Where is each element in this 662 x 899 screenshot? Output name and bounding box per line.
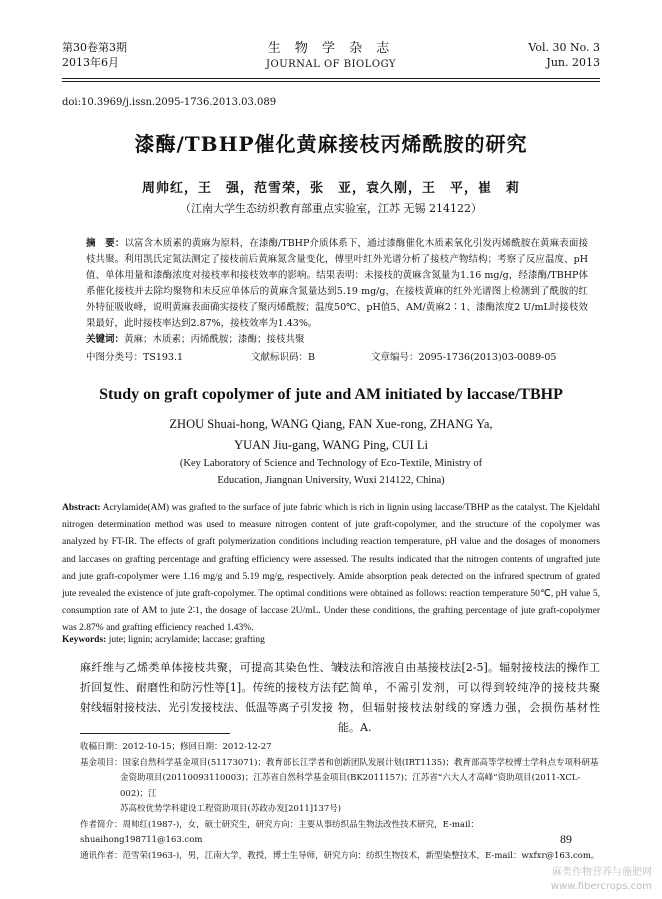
keywords-en-label: Keywords: (62, 635, 107, 645)
date-en: Jun. 2013 (546, 56, 600, 69)
journal-name-cn: 生 物 学 杂 志 (267, 41, 395, 56)
affiliation-cn: （江南大学生态纺织教育部重点实验室，江苏 无锡 214122） (180, 202, 482, 215)
header-rule-thin (62, 81, 600, 82)
watermark (551, 866, 652, 894)
title-en: Study on graft copolymer of jute and AM initiated by laccase/TBHP (99, 386, 563, 403)
keywords-cn-label: 关键词： (86, 334, 125, 345)
fund-line: 基金项目：国家自然科学基金项目(51173071)；教育部长江学者和创新团队发展计划(IRT1135)；教育部高等学校博士学科点专项科研基 (80, 757, 599, 768)
body-column-left: 麻纤维与乙烯类单体接枝共聚，可提高其染色性、皱折回复性、耐磨性和防污性等[1]。传统的接枝方法有射线辐射接枝法、光引发接枝法、低温等离子引发接 (80, 661, 342, 714)
authors-en-line: ZHOU Shuai-hong, WANG Qiang, FAN Xue-rong, ZHANG Ya, (169, 417, 493, 431)
footnotes (80, 740, 600, 864)
author-bio: 作者简介：周帅红(1987-)，女，硕士研究生，研究方向：主要从事纺织品生物法改性技术研究，E-mail：shuaihong198711@163.com (80, 819, 479, 845)
classification-row (86, 350, 588, 366)
fund-line: 金资助项目(20110093110003)；江苏省自然科学基金项目(BK2011157)；江苏省“六大人才高峰”资助项目(2011-XCL-002)；江 (120, 773, 581, 799)
abstract-en-text: Acrylamide(AM) was grafted to the surface of jute fabric which is rich in lignin using laccase/TBHP as the catalyst. The Kjeldahl nitrogen determination method was used to measure nitrogen content of jute graft-copolymer, and the structure of the copolymer was analyzed by FT-IR. The effects of graft polymerization conditions including reaction temperature, pH value and the dosages of monomers and laccases on grafting percentage and grafting efficiency were assessed. The results indicated that the nitrogen contents of ungrafted jute and jute graft-copolymer were 1.16 mg/g and 5.19 mg/g, respectively. Amide absorption peak detected on the infrared spectrum of grated jute revealed the existence of jute graft-copolymer. The optimal conditions were obtained as follows: reaction temperature 50℃, pH value 5, consumption rate of AM to jute 2∶1, the dosage of laccase 2U/mL. Under these conditions, the grafting percentage of jute graft-copolymer was 2.87% and grafting efficiency reached 1.43%. (62, 503, 600, 634)
keywords-en-text: jute; lignin; acrylamide; laccase; grafting (108, 635, 265, 645)
abstract-cn-text: 以富含木质素的黄麻为原料，在漆酶/TBHP介质体系下，通过漆酶催化木质素氧化引发丙烯酰胺在黄麻表面接枝共聚。利用凯氏定氮法测定了接枝前后黄麻氮含量变化，傅里叶红外光谱分析了接枝产物结构；考察了反应温度、pH值、单体用量和漆酶浓度对接枝率和接枝效率的影响。结果表明：未接枝的黄麻含氮量为1.16 mg/g，经漆酶/TBHP体系催化接枝并去除均聚物和未反应单体后的黄麻含氮量达到5.19 mg/g，在接枝黄麻的红外光谱图上检测到了酰胺的红外特征吸收峰，说明黄麻表面确实接枝了聚丙烯酰胺；温度50℃、pH值5、AM/黄麻2∶1、漆酶浓度2 U/mL时接枝效果最好，此时接枝率达到2.87%，接枝效率为1.43%。 (86, 238, 588, 329)
body-column-right: 枝法和溶液自由基接枝法[2-5]。辐射接枝法的操作工艺简单，不需引发剂，可以得到较纯净的接枝共聚物，但辐射接枝法射线的穿透力强，会损伤基材性能。A. (338, 661, 600, 734)
article-number: 文章编号：2095-1736(2013)03-0089-05 (371, 352, 557, 363)
watermark-line: 麻类作物营养与施肥网 (552, 867, 652, 878)
watermark-line: www.fibercrops.com (550, 881, 652, 892)
authors-en (0, 414, 662, 456)
volume-en: Vol. 30 No. 3 (528, 41, 600, 54)
doi: doi:10.3969/j.issn.2095-1736.2013.03.089 (62, 97, 277, 108)
title-cn: 漆酶/TBHP催化黄麻接枝丙烯酰胺的研究 (134, 132, 528, 156)
affiliation-en-line: (Key Laboratory of Science and Technology of Eco-Textile, Ministry of (179, 458, 483, 469)
abstract-cn (86, 236, 588, 348)
date-cn: 2013年6月 (62, 56, 119, 69)
volume-cn: 第30卷第3期 (62, 41, 127, 54)
keywords-cn-text: 黄麻；木质素；丙烯酰胺；漆酶；接枝共聚 (124, 334, 305, 345)
corresponding-author: 通讯作者：范雪荣(1963-)，男，江南大学，教授，博士生导师，研究方向：纺织生物技术，新型染整技术，E-mail：wxfxr@163.com。 (80, 850, 600, 861)
fund-line: 苏高校优势学科建设工程资助项目(苏政办发[2011]137号) (120, 804, 342, 814)
affiliation-en-line: Education, Jiangnan University, Wuxi 214122, China) (217, 475, 445, 486)
authors-en-line: YUAN Jiu-gang, WANG Ping, CUI Li (234, 438, 428, 452)
keywords-en (62, 635, 600, 645)
journal-name-en: JOURNAL OF BIOLOGY (265, 59, 397, 70)
footnote-rule (80, 733, 230, 734)
keywords-cn (86, 332, 588, 348)
abstract-en-label: Abstract: (62, 503, 101, 513)
header-rule (62, 78, 600, 79)
affiliation-en (0, 455, 662, 489)
page-number: 89 (560, 832, 572, 846)
received-date: 收稿日期：2012-10-15；修回日期：2012-12-27 (80, 742, 272, 752)
issue-info-en (528, 40, 600, 70)
clc-number: 中图分类号：TS193.1 (86, 352, 184, 363)
abstract-en (62, 500, 600, 638)
authors-cn: 周帅红，王 强，范雪荣，张 亚，袁久刚，王 平，崔 莉 (141, 181, 520, 196)
abstract-cn-label: 摘 要： (86, 238, 125, 249)
document-code: 文献标识码：B (251, 352, 315, 363)
